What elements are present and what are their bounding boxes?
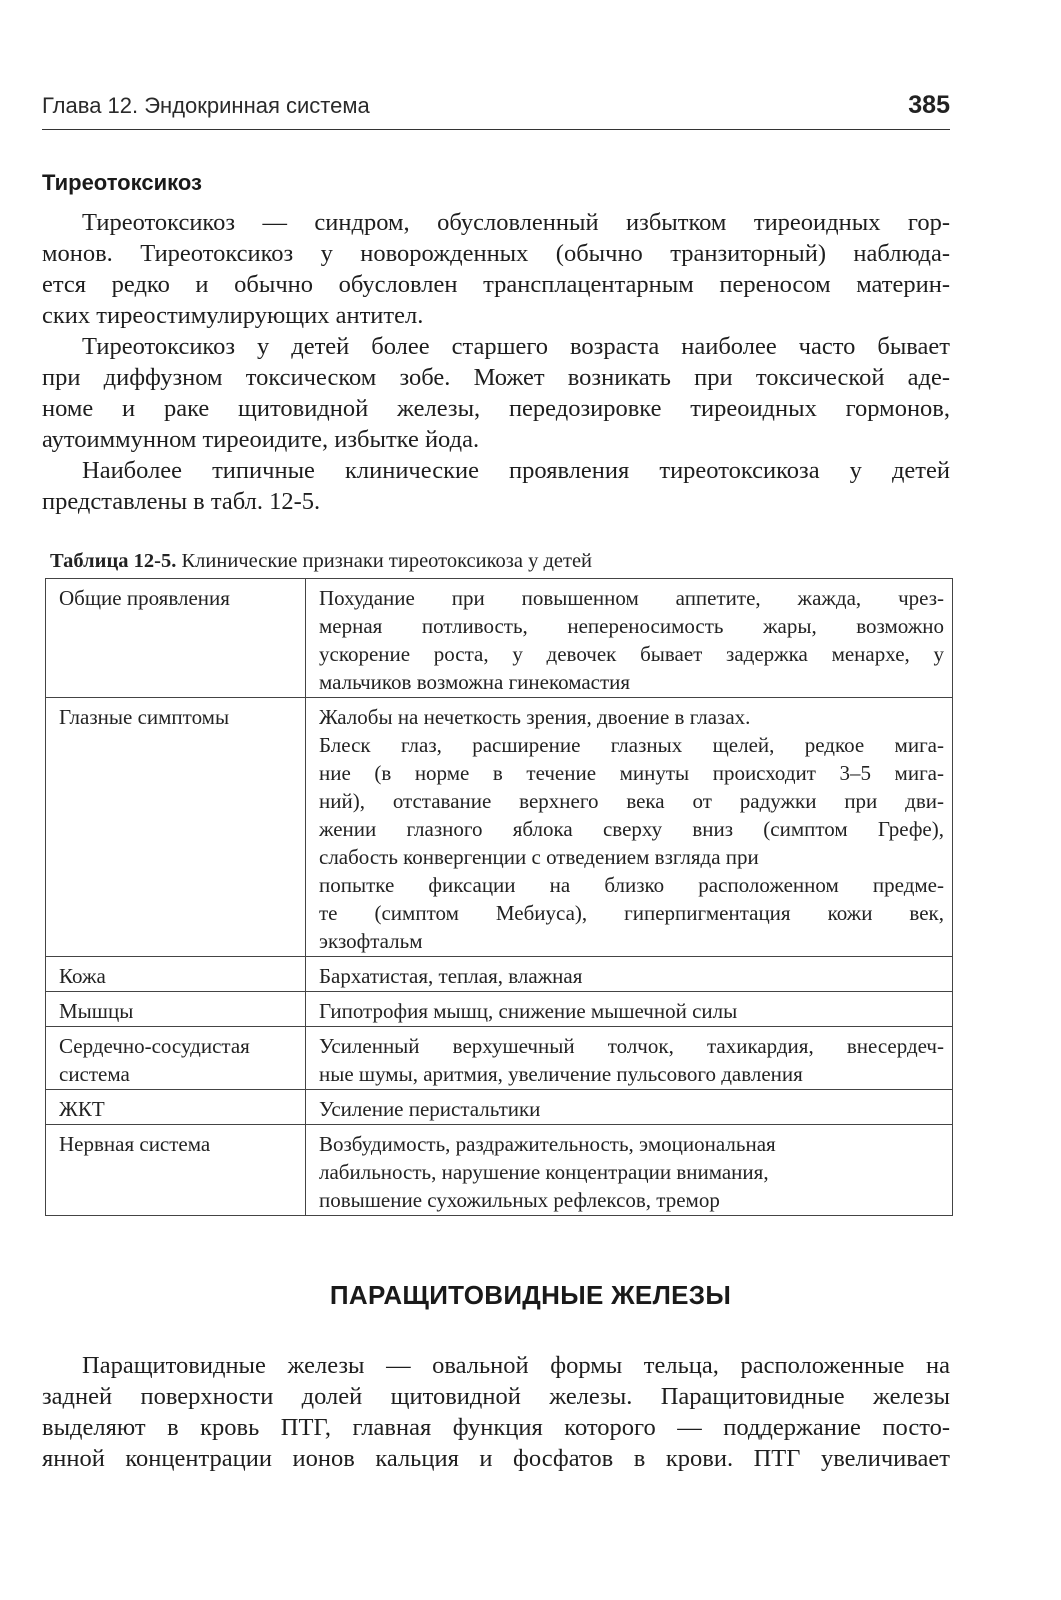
text-line: янной концентрации ионов кальция и фосфатов в крови. ПТГ увеличивает [42, 1445, 950, 1472]
signs-cell [306, 698, 953, 957]
category-cell [46, 579, 306, 698]
category-cell [46, 1027, 306, 1090]
table-row [46, 579, 953, 698]
signs-text-line: Бархатистая, теплая, влажная [319, 964, 583, 988]
table-caption-text: Клинические признаки тиреотоксикоза у детей [176, 550, 593, 572]
text-line: при диффузном токсическом зобе. Может возникать при токсической аде- [42, 364, 950, 391]
table-row [46, 957, 953, 992]
table-row [46, 1090, 953, 1125]
signs-cell [306, 1090, 953, 1125]
signs-text-line: ние (в норме в течение минуты происходит 3–5 мига- [319, 761, 944, 785]
signs-cell [306, 1027, 953, 1090]
text-line: Паращитовидные железы — овальной формы тельца, расположенные на [82, 1352, 950, 1379]
category-cell [46, 992, 306, 1027]
category-text: Нервная система [59, 1132, 211, 1156]
paragraph-3 [42, 455, 950, 517]
table-row [46, 1125, 953, 1216]
category-text: Глазные симптомы [59, 705, 230, 729]
signs-text-line: лабильность, нарушение концентрации внимания, [319, 1160, 769, 1184]
category-text: Общие проявления [59, 586, 230, 610]
table-row [46, 992, 953, 1027]
category-text: система [59, 1062, 130, 1086]
category-cell [46, 957, 306, 992]
category-text: Кожа [59, 964, 106, 988]
section-heading-thyrotoxicosis: Тиреотоксикоз [42, 170, 202, 195]
signs-text-line: Возбудимость, раздражительность, эмоциональная [319, 1132, 776, 1156]
signs-text-line: ные шумы, аритмия, увеличение пульсового давления [319, 1062, 803, 1086]
signs-text-line: Блеск глаз, расширение глазных щелей, редкое мига- [319, 733, 944, 757]
table-caption-label: Таблица 12-5. [50, 550, 177, 572]
signs-cell [306, 957, 953, 992]
clinical-signs-table [45, 578, 953, 1216]
signs-text-line: Усиление перистальтики [319, 1097, 541, 1121]
category-cell [46, 1125, 306, 1216]
signs-text-line: слабость конвергенции с отведением взгляда при [319, 845, 759, 869]
signs-text-line: те (симптом Мебиуса), гиперпигментация кожи век, [319, 901, 944, 925]
signs-text-line: попытке фиксации на близко расположенном предме- [319, 873, 944, 897]
signs-text-line: жении глазного яблока сверху вниз (симптом Грефе), [319, 817, 944, 841]
signs-text-line: повышение сухожильных рефлексов, тремор [319, 1188, 720, 1212]
signs-text-line: Похудание при повышенном аппетите, жажда, чрез- [319, 586, 944, 610]
category-cell [46, 1090, 306, 1125]
running-header [42, 93, 950, 130]
text-line: представлены в табл. 12-5. [42, 488, 321, 515]
text-line: Наиболее типичные клинические проявления тиреотоксикоза у детей [82, 457, 950, 484]
category-text: Сердечно-сосудистая [59, 1034, 250, 1058]
signs-text-line: Жалобы на нечеткость зрения, двоение в глазах. [319, 705, 751, 729]
table-row [46, 1027, 953, 1090]
text-line: Тиреотоксикоз — синдром, обусловленный избытком тиреоидных гор- [82, 209, 950, 236]
category-text: ЖКТ [59, 1097, 105, 1121]
text-line: Тиреотоксикоз у детей более старшего возраста наиболее часто бывает [82, 333, 950, 360]
category-cell [46, 698, 306, 957]
signs-text-line: мальчиков возможна гинекомастия [319, 670, 631, 694]
section-heading-parathyroid: ПАРАЩИТОВИДНЫЕ ЖЕЛЕЗЫ [329, 1280, 732, 1310]
page-number: 385 [908, 91, 950, 119]
signs-text-line: Усиленный верхушечный толчок, тахикардия, внесердеч- [319, 1034, 944, 1058]
table-row [46, 698, 953, 957]
signs-cell [306, 579, 953, 698]
signs-text-line: ний), отставание верхнего века от радужки при дви- [319, 789, 944, 813]
chapter-title: Глава 12. Эндокринная система [42, 93, 370, 118]
text-line: аутоиммунном тиреоидите, избытке йода. [42, 426, 480, 453]
paragraph-2 [42, 331, 950, 455]
paragraph-1 [42, 207, 950, 331]
signs-cell [306, 992, 953, 1027]
paragraph-parathyroid [42, 1350, 950, 1474]
text-line: ских тиреостимулирующих антител. [42, 302, 424, 329]
signs-text-line: мерная потливость, непереносимость жары, возможно [319, 614, 944, 638]
table-caption [50, 550, 592, 573]
signs-text-line: экзофтальм [319, 929, 423, 953]
text-line: выделяют в кровь ПТГ, главная функция которого — поддержание посто- [42, 1414, 950, 1441]
text-line: монов. Тиреотоксикоз у новорожденных (обычно транзиторный) наблюда- [42, 240, 950, 267]
text-line: задней поверхности долей щитовидной железы. Паращитовидные железы [42, 1383, 950, 1410]
category-text: Мышцы [59, 999, 134, 1023]
signs-text-line: ускорение роста, у девочек бывает задержка менархе, у [319, 642, 944, 666]
signs-cell [306, 1125, 953, 1216]
signs-text-line: Гипотрофия мышц, снижение мышечной силы [319, 999, 738, 1023]
text-line: номе и раке щитовидной железы, передозировке тиреоидных гормонов, [42, 395, 950, 422]
text-line: ется редко и обычно обусловлен трансплацентарным переносом материн- [42, 271, 950, 298]
